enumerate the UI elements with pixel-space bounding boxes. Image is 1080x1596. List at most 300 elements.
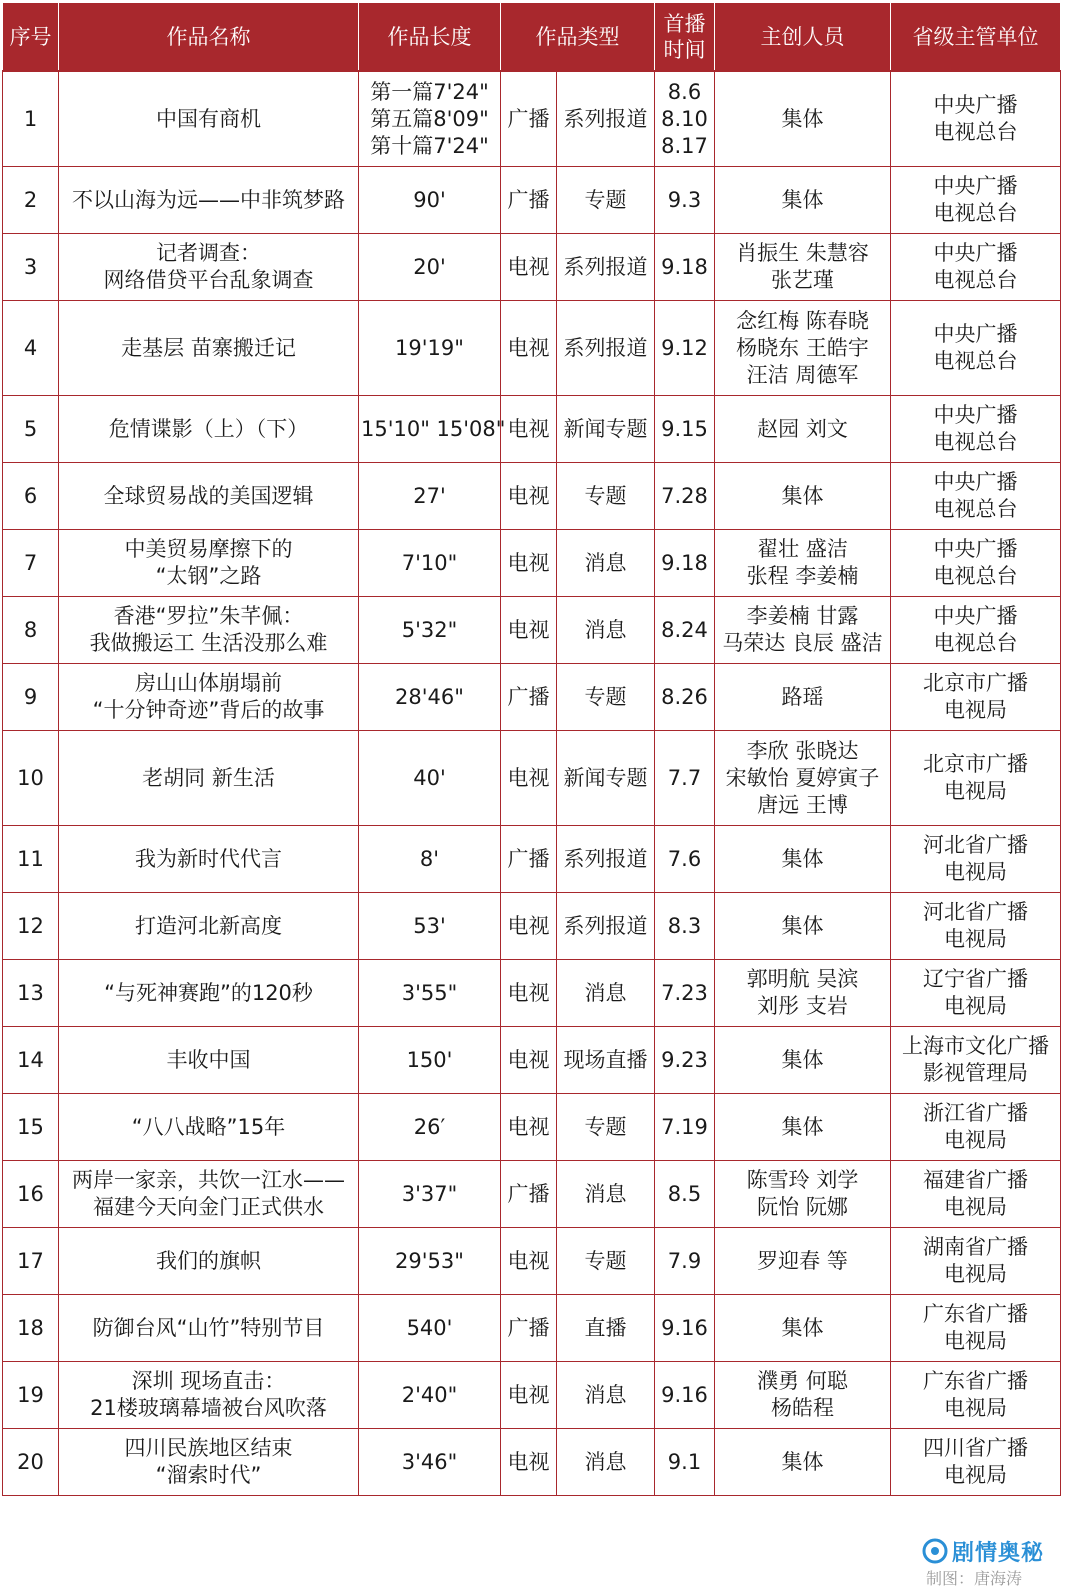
cell-creators (715, 234, 891, 301)
cell-medium: 电视 (501, 234, 557, 301)
cell-name (59, 1429, 359, 1496)
cell-unit-line: 中央广播 (933, 470, 1018, 494)
cell-unit (891, 1027, 1061, 1094)
cell-no: 17 (3, 1228, 59, 1295)
cell-creators-line: 集体 (781, 1114, 824, 1139)
cell-creators (715, 396, 891, 463)
cell-date (655, 234, 715, 301)
swirl-logo-icon (922, 1538, 948, 1564)
cell-creators-line: 集体 (781, 1047, 824, 1072)
cell-medium: 电视 (501, 960, 557, 1027)
cell-creators-line: 郭明航 吴滨 (746, 967, 859, 991)
cell-name-line: 丰收中国 (166, 1047, 251, 1072)
cell-creators-line: 念红梅 陈春晓 (736, 308, 869, 333)
cell-type: 现场直播 (557, 1027, 655, 1094)
cell-no: 11 (3, 826, 59, 893)
cell-medium: 广播 (501, 167, 557, 234)
cell-no: 3 (3, 234, 59, 301)
cell-date-line: 9.23 (661, 1047, 708, 1072)
cell-date-line: 7.19 (661, 1114, 708, 1139)
cell-creators-line: 集体 (781, 846, 824, 871)
cell-date-line: 9.15 (661, 416, 708, 441)
cell-name-line: 老胡同 新生活 (142, 765, 275, 790)
cell-length (359, 664, 501, 731)
awards-table (2, 2, 1061, 1496)
cell-creators-line: 路瑶 (781, 684, 824, 709)
cell-date (655, 1295, 715, 1362)
cell-unit (891, 396, 1061, 463)
cell-creators-line: 李欣 张晓达 (746, 738, 859, 763)
cell-name-line: “溜索时代” (155, 1463, 262, 1487)
cell-no: 15 (3, 1094, 59, 1161)
cell-length (359, 71, 501, 167)
cell-length (359, 530, 501, 597)
cell-date (655, 1362, 715, 1429)
cell-no: 18 (3, 1295, 59, 1362)
cell-length-line: 第十篇7'24" (370, 133, 489, 158)
cell-name-line: 两岸一家亲，共饮一江水—— (72, 1168, 345, 1192)
cell-creators-line: 张程 李姜楠 (746, 564, 859, 588)
cell-creators-line: 集体 (781, 483, 824, 508)
cell-date (655, 960, 715, 1027)
cell-date-line: 8.26 (661, 684, 708, 709)
cell-no: 8 (3, 597, 59, 664)
cell-length (359, 463, 501, 530)
cell-length (359, 301, 501, 396)
cell-date-line: 7.28 (661, 483, 708, 508)
cell-length-line: 29'53" (395, 1248, 464, 1273)
cell-length-line: 20' (413, 254, 446, 279)
cell-date (655, 731, 715, 826)
cell-medium: 广播 (501, 71, 557, 167)
header-name: 作品名称 (59, 3, 359, 72)
table-row (3, 960, 1061, 1027)
cell-length (359, 396, 506, 463)
cell-unit-line: 电视局 (944, 1195, 1007, 1219)
cell-name (59, 1027, 359, 1094)
cell-no: 16 (3, 1161, 59, 1228)
cell-unit-line: 电视局 (944, 779, 1007, 803)
cell-date (655, 826, 715, 893)
cell-name (59, 597, 359, 664)
cell-type: 专题 (557, 1228, 655, 1295)
cell-date-line: 9.12 (661, 335, 708, 360)
cell-unit (891, 1362, 1061, 1429)
cell-length-line: 3'55" (401, 980, 458, 1005)
cell-medium: 广播 (501, 1161, 557, 1228)
cell-medium: 电视 (501, 1094, 557, 1161)
cell-unit (891, 960, 1061, 1027)
cell-unit-line: 北京市广播 (923, 752, 1028, 776)
cell-unit (891, 71, 1061, 167)
cell-unit-line: 北京市广播 (923, 671, 1028, 695)
cell-creators (715, 530, 891, 597)
cell-name-line: 福建今天向金门正式供水 (93, 1195, 324, 1219)
table-row (3, 731, 1061, 826)
cell-no: 4 (3, 301, 59, 396)
cell-unit (891, 1429, 1061, 1496)
cell-length-line: 3'46" (401, 1449, 458, 1474)
cell-creators-line: 罗迎春 等 (757, 1248, 848, 1273)
cell-name-line: “与死神赛跑”的120秒 (104, 980, 313, 1005)
cell-length-line: 第五篇8'09" (370, 106, 489, 131)
cell-creators-line: 汪洁 周德军 (746, 362, 859, 387)
cell-date (655, 1228, 715, 1295)
cell-unit-line: 电视总台 (933, 120, 1018, 144)
cell-length-line: 19'19" (395, 335, 464, 360)
cell-creators-line: 张艺瑾 (771, 268, 834, 292)
table-row (3, 463, 1061, 530)
cell-type: 专题 (557, 1094, 655, 1161)
table-row (3, 1161, 1061, 1228)
cell-medium: 电视 (501, 893, 557, 960)
cell-length-line: 28'46" (395, 684, 464, 709)
cell-unit (891, 1295, 1061, 1362)
cell-unit-line: 辽宁省广播 (923, 967, 1028, 991)
cell-date (655, 1094, 715, 1161)
cell-date-line: 8.24 (661, 617, 708, 642)
cell-name-line: 走基层 苗寨搬迁记 (121, 335, 296, 360)
header-date-line: 首播 (663, 11, 706, 36)
cell-length-line: 40' (413, 765, 446, 790)
cell-unit-line: 电视总台 (933, 497, 1018, 521)
cell-medium: 电视 (501, 597, 557, 664)
cell-unit-line: 电视局 (944, 1463, 1007, 1487)
cell-unit-line: 电视局 (944, 1128, 1007, 1152)
cell-unit (891, 893, 1061, 960)
cell-medium: 广播 (501, 1295, 557, 1362)
cell-creators-line: 杨晓东 王皓宇 (736, 335, 869, 360)
cell-creators (715, 826, 891, 893)
cell-type: 系列报道 (557, 826, 655, 893)
cell-no: 14 (3, 1027, 59, 1094)
cell-length (359, 1027, 501, 1094)
header-creators: 主创人员 (715, 3, 891, 72)
cell-name (59, 826, 359, 893)
cell-medium: 电视 (501, 301, 557, 396)
cell-creators-line: 陈雪玲 刘学 (746, 1168, 859, 1192)
cell-date (655, 597, 715, 664)
cell-date (655, 167, 715, 234)
cell-unit-line: 中央广播 (933, 403, 1018, 427)
table-row (3, 396, 1061, 463)
cell-unit-line: 中央广播 (933, 537, 1018, 561)
header-unit: 省级主管单位 (891, 3, 1061, 72)
cell-date-line: 7.7 (667, 765, 702, 790)
table-row (3, 893, 1061, 960)
table-row (3, 301, 1061, 396)
cell-creators-line: 李姜楠 甘露 (746, 604, 859, 628)
cell-no: 9 (3, 664, 59, 731)
cell-name (59, 301, 359, 396)
cell-no: 6 (3, 463, 59, 530)
cell-name (59, 1094, 359, 1161)
cell-creators (715, 1161, 891, 1228)
cell-name-line: 记者调查： (156, 241, 261, 265)
cell-type: 新闻专题 (557, 396, 655, 463)
cell-creators (715, 1362, 891, 1429)
cell-name (59, 71, 359, 167)
cell-name-line: 中国有商机 (156, 106, 261, 131)
table-row (3, 1429, 1061, 1496)
header-type: 作品类型 (501, 3, 655, 72)
cell-name (59, 960, 359, 1027)
cell-name-line: 网络借贷平台乱象调查 (103, 268, 314, 292)
cell-creators (715, 893, 891, 960)
cell-creators-line: 集体 (781, 106, 824, 131)
cell-name (59, 893, 359, 960)
cell-medium: 电视 (501, 463, 557, 530)
cell-creators (715, 301, 891, 396)
cell-unit-line: 湖南省广播 (923, 1235, 1028, 1259)
cell-length (359, 234, 501, 301)
cell-creators (715, 1027, 891, 1094)
cell-date-line: 7.23 (661, 980, 708, 1005)
cell-creators-line: 杨皓程 (771, 1396, 834, 1420)
cell-creators (715, 1295, 891, 1362)
cell-unit (891, 826, 1061, 893)
cell-date-line: 9.16 (661, 1315, 708, 1340)
cell-date-line: 9.18 (661, 254, 708, 279)
cell-date (655, 71, 715, 167)
cell-length-line: 3'37" (401, 1181, 458, 1206)
cell-type: 专题 (557, 167, 655, 234)
cell-length-line: 5'32" (401, 617, 458, 642)
cell-type: 消息 (557, 530, 655, 597)
cell-date (655, 463, 715, 530)
cell-name-line: “十分钟奇迹”背后的故事 (92, 698, 325, 722)
cell-unit (891, 167, 1061, 234)
cell-type: 专题 (557, 463, 655, 530)
cell-date-line: 9.3 (667, 187, 702, 212)
cell-name (59, 234, 359, 301)
cell-creators (715, 664, 891, 731)
header-date (655, 3, 715, 72)
cell-creators-line: 翟壮 盛洁 (757, 537, 848, 561)
cell-creators (715, 167, 891, 234)
cell-no: 1 (3, 71, 59, 167)
cell-length (359, 597, 501, 664)
table-row (3, 597, 1061, 664)
header-length: 作品长度 (359, 3, 501, 72)
cell-medium: 电视 (501, 731, 557, 826)
cell-name-line: 全球贸易战的美国逻辑 (103, 483, 314, 508)
cell-unit-line: 河北省广播 (923, 833, 1028, 857)
cell-unit (891, 234, 1061, 301)
cell-creators-line: 集体 (781, 913, 824, 938)
cell-no: 19 (3, 1362, 59, 1429)
cell-unit-line: 广东省广播 (923, 1369, 1028, 1393)
table-row (3, 530, 1061, 597)
cell-unit-line: 电视局 (944, 1262, 1007, 1286)
watermark-title: 剧情奥秘 (952, 1541, 1045, 1566)
cell-type: 消息 (557, 597, 655, 664)
cell-unit (891, 1161, 1061, 1228)
cell-unit-line: 电视总台 (933, 201, 1018, 225)
cell-creators (715, 71, 891, 167)
cell-name (59, 1228, 359, 1295)
cell-length (359, 1295, 501, 1362)
cell-creators-line: 宋敏怡 夏婷寅子 (725, 765, 880, 790)
cell-name-line: 不以山海为远——中非筑梦路 (72, 187, 345, 212)
cell-medium: 广播 (501, 826, 557, 893)
cell-name-line: 房山山体崩塌前 (135, 671, 282, 695)
cell-length (359, 1429, 501, 1496)
cell-date-line: 8.6 (667, 79, 702, 104)
cell-type: 消息 (557, 1161, 655, 1228)
cell-creators-line: 濮勇 何聪 (757, 1369, 848, 1393)
cell-name-line: 四川民族地区结束 (124, 1436, 293, 1460)
cell-no: 13 (3, 960, 59, 1027)
cell-type: 系列报道 (557, 71, 655, 167)
cell-unit-line: 河北省广播 (923, 900, 1028, 924)
table-row (3, 1228, 1061, 1295)
cell-date-line: 9.16 (661, 1382, 708, 1407)
cell-date (655, 530, 715, 597)
cell-medium: 电视 (501, 396, 557, 463)
cell-unit (891, 1228, 1061, 1295)
cell-unit (891, 597, 1061, 664)
cell-unit-line: 浙江省广播 (923, 1101, 1028, 1125)
cell-no: 20 (3, 1429, 59, 1496)
cell-name-line: 21楼玻璃幕墙被台风吹落 (90, 1396, 327, 1420)
cell-name-line: 防御台风“山竹”特别节目 (92, 1315, 325, 1340)
cell-type: 消息 (557, 960, 655, 1027)
awards-table-container (2, 2, 1061, 1496)
cell-date (655, 664, 715, 731)
cell-unit (891, 731, 1061, 826)
cell-medium: 电视 (501, 530, 557, 597)
cell-creators-line: 唐远 王博 (757, 792, 848, 817)
cell-unit-line: 福建省广播 (923, 1168, 1028, 1192)
cell-date (655, 893, 715, 960)
cell-unit-line: 电视总台 (933, 564, 1018, 588)
cell-creators-line: 阮怡 阮娜 (757, 1195, 848, 1219)
cell-no: 2 (3, 167, 59, 234)
cell-length (359, 826, 501, 893)
cell-medium: 电视 (501, 1027, 557, 1094)
cell-length-line: 540' (406, 1315, 453, 1340)
cell-creators-line: 肖振生 朱慧容 (736, 241, 869, 265)
cell-type: 系列报道 (557, 893, 655, 960)
cell-unit-line: 电视总台 (933, 349, 1018, 373)
header-no: 序号 (3, 3, 59, 72)
cell-type: 系列报道 (557, 234, 655, 301)
cell-creators-line: 赵园 刘文 (757, 416, 848, 441)
cell-unit-line: 电视局 (944, 1329, 1007, 1353)
cell-no: 7 (3, 530, 59, 597)
cell-date-line: 8.3 (667, 913, 702, 938)
cell-date (655, 301, 715, 396)
cell-length (359, 1228, 501, 1295)
cell-unit-line: 电视局 (944, 860, 1007, 884)
cell-length (359, 960, 501, 1027)
cell-unit (891, 664, 1061, 731)
cell-unit-line: 电视总台 (933, 268, 1018, 292)
cell-unit-line: 上海市文化广播 (902, 1034, 1049, 1058)
cell-date (655, 1161, 715, 1228)
table-row (3, 1362, 1061, 1429)
cell-type: 消息 (557, 1362, 655, 1429)
cell-name-line: 深圳 现场直击： (131, 1369, 286, 1393)
cell-unit-line: 中央广播 (933, 174, 1018, 198)
cell-length-line: 15'10" 15'08" (361, 416, 506, 441)
cell-name (59, 530, 359, 597)
cell-no: 12 (3, 893, 59, 960)
cell-medium: 电视 (501, 1228, 557, 1295)
cell-name-line: 我做搬运工 生活没那么难 (89, 631, 328, 655)
cell-unit-line: 电视局 (944, 698, 1007, 722)
cell-length (359, 1161, 501, 1228)
cell-unit-line: 电视总台 (933, 631, 1018, 655)
cell-no: 10 (3, 731, 59, 826)
cell-name (59, 1161, 359, 1228)
cell-date-line: 7.6 (667, 846, 702, 871)
table-row (3, 167, 1061, 234)
cell-medium: 电视 (501, 1429, 557, 1496)
cell-type: 系列报道 (557, 301, 655, 396)
cell-date-line: 8.17 (661, 133, 708, 158)
cell-unit-line: 影视管理局 (923, 1061, 1028, 1085)
cell-length (359, 1094, 501, 1161)
cell-unit-line: 四川省广播 (923, 1436, 1028, 1460)
cell-unit (891, 301, 1061, 396)
cell-length-line: 8' (419, 846, 440, 871)
cell-type: 专题 (557, 664, 655, 731)
watermark-credit: 制图：唐海涛 (926, 1569, 1023, 1588)
cell-unit-line: 广东省广播 (923, 1302, 1028, 1326)
cell-creators-line: 刘彤 支岩 (757, 994, 848, 1018)
cell-name (59, 396, 359, 463)
cell-unit-line: 中央广播 (933, 241, 1018, 265)
cell-date-line: 7.9 (667, 1248, 702, 1273)
cell-length-line: 150' (406, 1047, 453, 1072)
cell-length-line: 90' (413, 187, 446, 212)
cell-creators (715, 597, 891, 664)
table-body (3, 71, 1061, 1496)
cell-length (359, 167, 501, 234)
cell-length-line: 26′ (413, 1114, 446, 1139)
cell-creators (715, 731, 891, 826)
cell-unit (891, 1094, 1061, 1161)
table-row (3, 1094, 1061, 1161)
cell-length-line: 53' (413, 913, 446, 938)
table-header-row (3, 3, 1061, 72)
cell-unit (891, 463, 1061, 530)
table-row (3, 71, 1061, 167)
cell-date (655, 1027, 715, 1094)
cell-date (655, 396, 715, 463)
cell-length-line: 27' (413, 483, 446, 508)
cell-length (359, 1362, 501, 1429)
cell-name-line: 我为新时代代言 (135, 846, 282, 871)
cell-creators (715, 1228, 891, 1295)
cell-name-line: 中美贸易摩擦下的 (124, 537, 293, 561)
cell-length-line: 7'10" (401, 550, 458, 575)
cell-name (59, 664, 359, 731)
cell-medium: 广播 (501, 664, 557, 731)
table-row (3, 1295, 1061, 1362)
cell-date-line: 8.10 (661, 106, 708, 131)
cell-unit-line: 电视总台 (933, 430, 1018, 454)
cell-creators-line: 集体 (781, 187, 824, 212)
table-row (3, 664, 1061, 731)
cell-creators-line: 集体 (781, 1315, 824, 1340)
cell-creators (715, 1094, 891, 1161)
cell-unit (891, 530, 1061, 597)
header-date-line: 时间 (663, 37, 706, 62)
cell-creators-line: 集体 (781, 1449, 824, 1474)
